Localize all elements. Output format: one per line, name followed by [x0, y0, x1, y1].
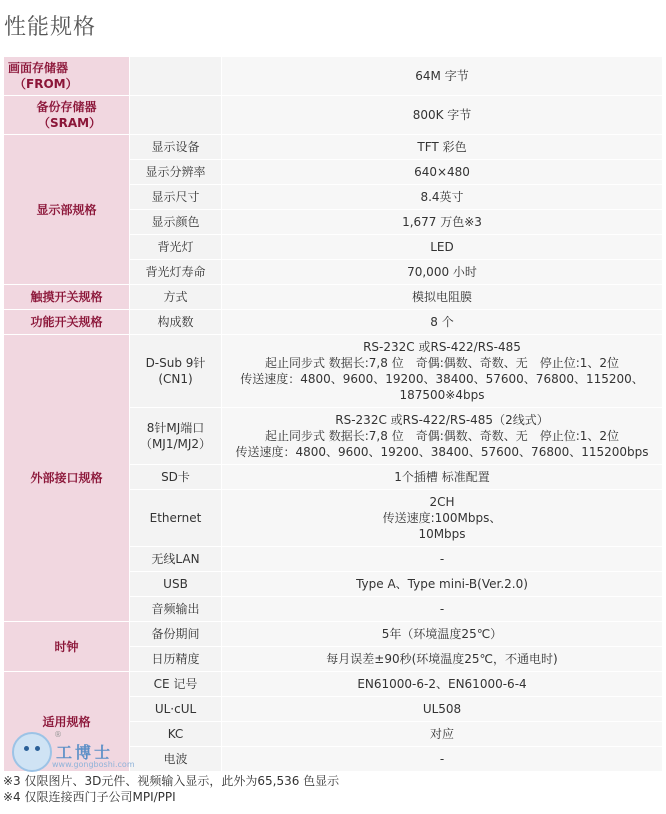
sub-cell: 显示设备 [130, 135, 222, 160]
value-cell: RS-232C 或RS-422/RS-485（2线式） 起止同步式 数据长:7,8 位 奇偶:偶数、奇数、无 停止位:1、2位 传送速度：4800、9600、19200、38400、57600、76800、115200bps [222, 408, 663, 465]
table-row [4, 285, 663, 310]
value-cell: 640×480 [222, 160, 663, 185]
sub-cell [130, 96, 222, 135]
footnotes [3, 773, 339, 805]
category-cell: 显示部规格 [4, 135, 130, 285]
footnote: ※3 仅限图片、3D元件、视频输入显示，此外为65,536 色显示 [3, 774, 340, 788]
table-row [4, 622, 663, 647]
value-cell: UL508 [222, 697, 663, 722]
value-cell: TFT 彩色 [222, 135, 663, 160]
sub-cell: UL·cUL [130, 697, 222, 722]
category-cell: 外部接口规格 [4, 335, 130, 622]
value-cell: 对应 [222, 722, 663, 747]
value-cell: - [222, 547, 663, 572]
value-cell: RS-232C 或RS-422/RS-485 起止同步式 数据长:7,8 位 奇偶:偶数、奇数、无 停止位:1、2位 传送速度：4800、9600、19200、38400、57600、76800、115200、 187500※4bps [222, 335, 663, 408]
value-cell: 64M 字节 [222, 57, 663, 96]
sub-cell: CE 记号 [130, 672, 222, 697]
footnote: ※4 仅限连接西门子公司MPI/PPI [3, 790, 176, 804]
sub-cell: SD卡 [130, 465, 222, 490]
table-row [4, 96, 663, 135]
watermark-name: 工博士 [56, 743, 114, 762]
category-cell: 触摸开关规格 [4, 285, 130, 310]
watermark-url: www.gongboshi.com [52, 760, 135, 769]
sub-cell: 备份期间 [130, 622, 222, 647]
page-title: 性能规格 [4, 15, 97, 40]
sub-cell: D-Sub 9针 (CN1) [130, 335, 222, 408]
value-cell: EN61000-6-2、EN61000-6-4 [222, 672, 663, 697]
value-cell: - [222, 597, 663, 622]
watermark-logo: ® 工博士 www.gongboshi.com [12, 732, 152, 776]
table-row [4, 135, 663, 160]
category-cell: 备份存储器 （SRAM） [4, 96, 130, 135]
sub-cell: 背光灯 [130, 235, 222, 260]
value-cell: Type A、Type mini-B(Ver.2.0) [222, 572, 663, 597]
category-cell: 功能开关规格 [4, 310, 130, 335]
mascot-icon [12, 732, 52, 772]
sub-cell: USB [130, 572, 222, 597]
value-cell: 70,000 小时 [222, 260, 663, 285]
value-cell: 1个插槽 标准配置 [222, 465, 663, 490]
category-cell: 适用规格 [4, 672, 130, 772]
sub-cell: 显示分辨率 [130, 160, 222, 185]
table-row [4, 672, 663, 697]
sub-cell: 无线LAN [130, 547, 222, 572]
value-cell: 1,677 万色※3 [222, 210, 663, 235]
value-cell: 2CH 传送速度:100Mbps、 10Mbps [222, 490, 663, 547]
sub-cell: 方式 [130, 285, 222, 310]
table-row [4, 57, 663, 96]
sub-cell: 背光灯寿命 [130, 260, 222, 285]
table-row [4, 335, 663, 408]
category-cell: 画面存储器 （FROM） [4, 57, 130, 96]
sub-cell: 构成数 [130, 310, 222, 335]
sub-cell: 电波 [130, 747, 222, 772]
sub-cell: 显示尺寸 [130, 185, 222, 210]
value-cell: 8.4英寸 [222, 185, 663, 210]
value-cell: - [222, 747, 663, 772]
value-cell: 5年（环境温度25℃） [222, 622, 663, 647]
sub-cell: 显示颜色 [130, 210, 222, 235]
sub-cell: 音频输出 [130, 597, 222, 622]
value-cell: LED [222, 235, 663, 260]
value-cell: 每月误差±90秒(环境温度25℃，不通电时) [222, 647, 663, 672]
sub-cell: Ethernet [130, 490, 222, 547]
sub-cell [130, 57, 222, 96]
category-cell: 时钟 [4, 622, 130, 672]
value-cell: 模拟电阻膜 [222, 285, 663, 310]
sub-cell: KC [130, 722, 222, 747]
table-row [4, 310, 663, 335]
spec-table [3, 56, 663, 772]
sub-cell: 8针MJ端口 （MJ1/MJ2） [130, 408, 222, 465]
value-cell: 8 个 [222, 310, 663, 335]
value-cell: 800K 字节 [222, 96, 663, 135]
sub-cell: 日历精度 [130, 647, 222, 672]
